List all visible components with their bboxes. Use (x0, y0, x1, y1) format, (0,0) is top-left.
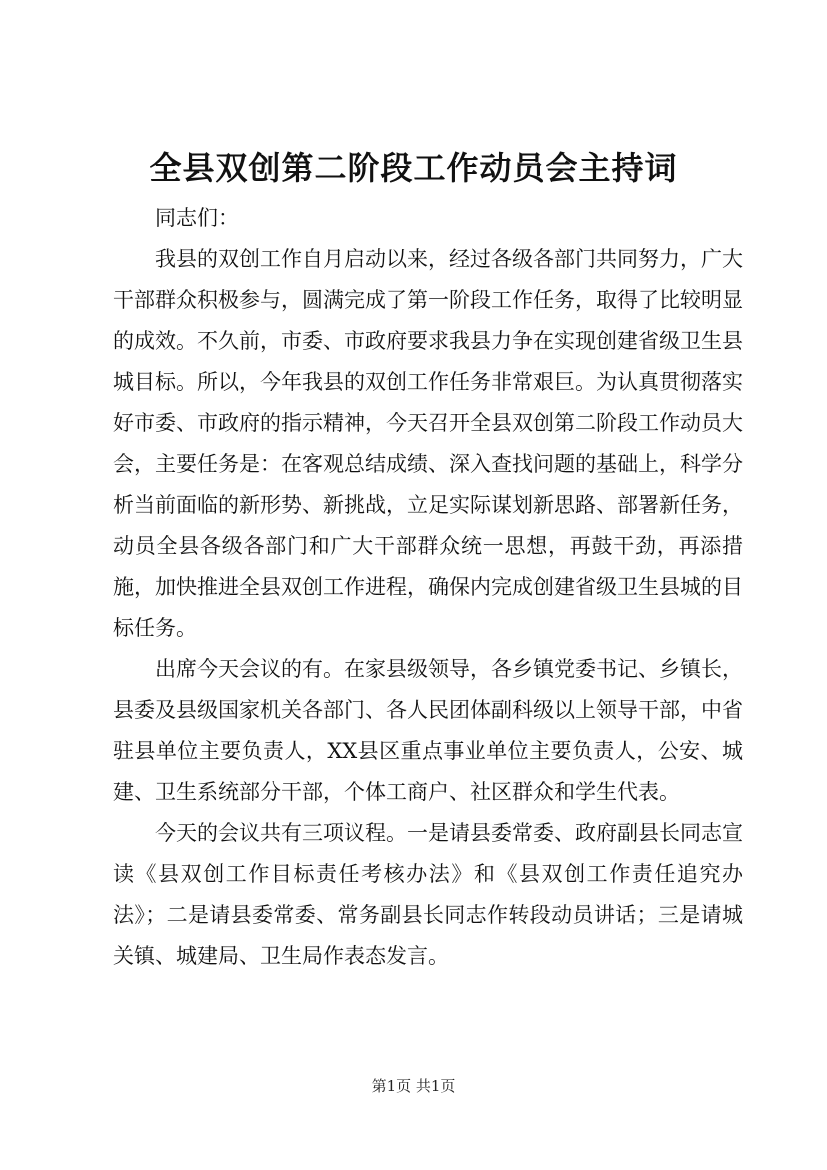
document-body (113, 198, 743, 977)
salutation: 同志们： (155, 206, 239, 230)
document-title: 全县双创第二阶段工作动员会主持词 (149, 149, 678, 187)
page-number-footer: 第1页 共1页 (371, 1077, 456, 1095)
paragraph-1: 我县的双创工作自月启动以来，经过各级各部门共同努力，广大干部群众积极参与，圆满完成了第一阶段工作任务，取得了比较明显的成效。不久前，市委、市政府要求我县力争在实现创建省级卫生县城目标。所以，今年我县的双创工作任务非常艰巨。为认真贯彻落实好市委、市政府的指示精神，今天召开全县双创第二阶段工作动员大会，主要任务是：在客观总结成绩、深入查找问题的基础上，科学分析当前面临的新形势、新挑战，立足实际谋划新思路、部署新任务，动员全县各级各部门和广大干部群众统一思想，再鼓干劲，再添措施，加快推进全县双创工作进程，确保内完成创建省级卫生县城的目标任务。 (113, 247, 743, 640)
paragraph-3: 今天的会议共有三项议程。一是请县委常委、政府副县长同志宣读《县双创工作目标责任考核办法》和《县双创工作责任追究办法》；二是请县委常委、常务副县长同志作转段动员讲话；三是请城关镇、城建局、卫生局作表态发言。 (113, 821, 743, 968)
paragraph-2: 出席今天会议的有。在家县级领导，各乡镇党委书记、乡镇长，县委及县级国家机关各部门、各人民团体副科级以上领导干部，中省驻县单位主要负责人，XX县区重点事业单位主要负责人，公安、城建、卫生系统部分干部，个体工商户、社区群众和学生代表。 (113, 657, 743, 804)
